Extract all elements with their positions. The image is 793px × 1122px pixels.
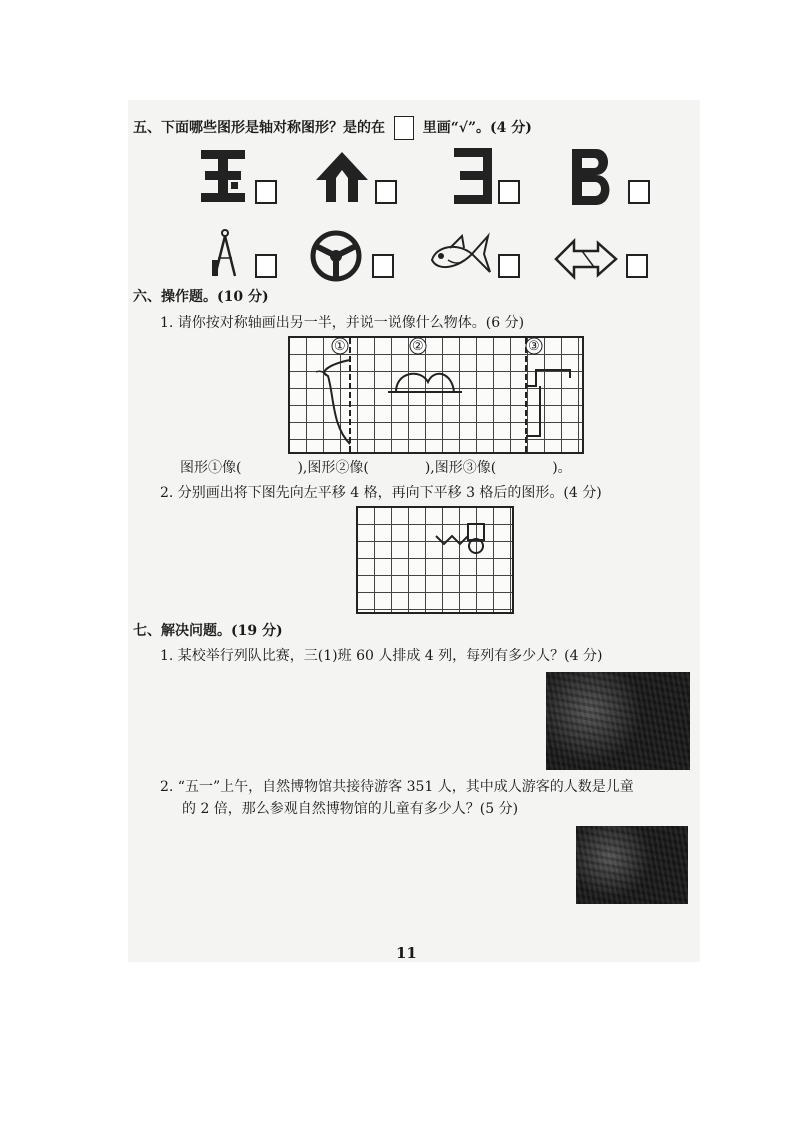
wang-character-icon [198, 148, 248, 204]
figure-label-2: ② [412, 339, 424, 354]
scanned-photo-1 [546, 672, 690, 770]
answer-box-sample [394, 116, 414, 140]
translation-figure [356, 506, 514, 614]
check-box-1[interactable] [255, 180, 277, 204]
compass-icon [210, 228, 240, 280]
section5-title-a: 五、下面哪些图形是轴对称图形？是的在 [133, 120, 385, 136]
section6-title: 六、操作题。(10 分) [133, 289, 269, 305]
arrow-up-icon [314, 150, 370, 204]
check-box-7[interactable] [498, 254, 520, 278]
page-number: 11 [396, 944, 417, 962]
steering-wheel-icon [310, 230, 362, 282]
section5-title-b: 里画“√”。(4 分) [422, 120, 532, 136]
double-arrow-icon [554, 238, 618, 280]
check-box-5[interactable] [255, 254, 277, 278]
check-box-8[interactable] [626, 254, 648, 278]
fish-icon [428, 228, 492, 280]
section7-title: 七、解决问题。(19 分) [133, 623, 283, 639]
figure-label-1: ① [334, 339, 346, 354]
check-box-6[interactable] [372, 254, 394, 278]
section6-question-1: 1. 请你按对称轴画出另一半，并说一说像什么物体。(6 分) [160, 315, 525, 331]
section7-question-2-line-2: 的 2 倍，那么参观自然博物馆的儿童有多少人？(5 分) [182, 801, 519, 817]
section6-question-2: 2. 分别画出将下图先向左平移 4 格，再向下平移 3 格后的图形。(4 分) [160, 485, 602, 501]
section7-question-2-line-1: 2. “五一”上午，自然博物馆共接待游客 351 人，其中成人游客的人数是儿童 [160, 779, 634, 795]
check-box-3[interactable] [498, 180, 520, 204]
letter-e-reversed-icon [452, 146, 494, 206]
letter-b-icon [568, 146, 616, 208]
check-box-2[interactable] [375, 180, 397, 204]
section6-answer-line: 图形①像( ),图形②像( ),图形③像( )。 [180, 460, 572, 476]
figure-label-3: ③ [528, 339, 540, 354]
check-box-4[interactable] [628, 180, 650, 204]
scanned-photo-2 [576, 826, 688, 904]
section5-title [133, 116, 532, 140]
section7-question-1: 1. 某校举行列队比赛，三(1)班 60 人排成 4 列，每列有多少人？(4 分) [160, 648, 603, 664]
